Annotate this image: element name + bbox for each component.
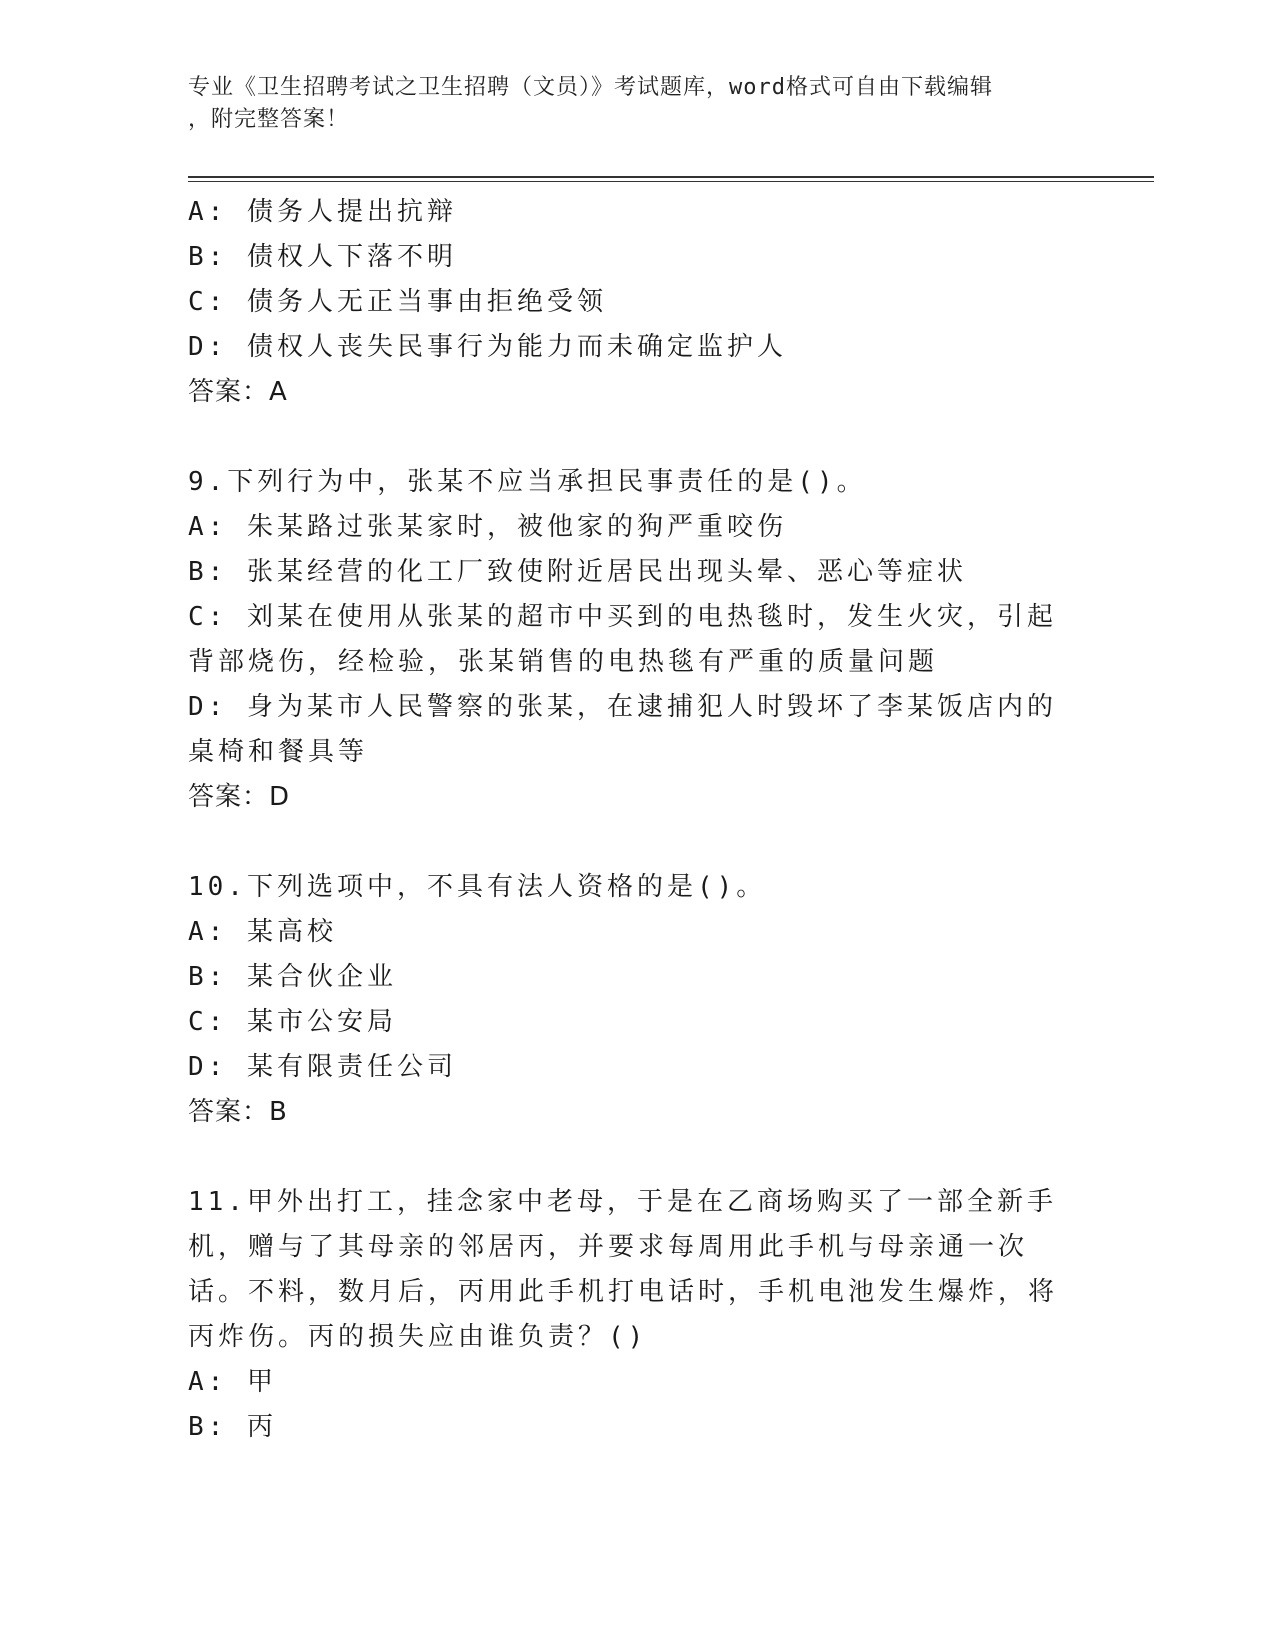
answer-line: 答案：B xyxy=(188,1097,288,1127)
question-block-prev xyxy=(188,190,1078,415)
option-b: B: 丙 xyxy=(188,1412,277,1442)
option-b: B: 某合伙企业 xyxy=(188,962,397,992)
document-header xyxy=(188,72,1068,136)
question-block-9 xyxy=(188,460,1078,820)
header-line-2: ，附完整答案！ xyxy=(188,107,350,132)
option-b: B: 债权人下落不明 xyxy=(188,242,457,272)
spacer xyxy=(188,415,1078,460)
answer-line: 答案：D xyxy=(188,782,291,812)
spacer xyxy=(188,820,1078,865)
question-block-11 xyxy=(188,1180,1078,1450)
option-c: C: 刘某在使用从张某的超市中买到的电热毯时，发生火灾，引起背部烧伤，经检验，张某销售的电热毯有严重的质量问题 xyxy=(188,602,1057,677)
header-divider xyxy=(188,176,1154,178)
option-d: D: 某有限责任公司 xyxy=(188,1052,457,1082)
option-b: B: 张某经营的化工厂致使附近居民出现头晕、恶心等症状 xyxy=(188,557,967,587)
option-a: A: 朱某路过张某家时，被他家的狗严重咬伤 xyxy=(188,512,787,542)
header-line-1: 专业《卫生招聘考试之卫生招聘（文员）》考试题库，word格式可自由下载编辑 xyxy=(188,75,993,100)
option-a: A: 债务人提出抗辩 xyxy=(188,197,457,227)
option-d: D: 身为某市人民警察的张某，在逮捕犯人时毁坏了李某饭店内的桌椅和餐具等 xyxy=(188,692,1057,767)
option-a: A: 甲 xyxy=(188,1367,277,1397)
question-block-10 xyxy=(188,865,1078,1135)
answer-line: 答案：A xyxy=(188,377,288,407)
option-a: A: 某高校 xyxy=(188,917,337,947)
question-content xyxy=(188,190,1078,1450)
question-stem: 11.甲外出打工，挂念家中老母，于是在乙商场购买了一部全新手机，赠与了其母亲的邻居丙，并要求每周用此手机与母亲通一次话。不料，数月后，丙用此手机打电话时，手机电池发生爆炸，将丙炸伤。丙的损失应由谁负责？() xyxy=(188,1187,1059,1352)
spacer xyxy=(188,1135,1078,1180)
question-stem: 10.下列选项中，不具有法人资格的是()。 xyxy=(188,872,767,902)
question-stem: 9.下列行为中，张某不应当承担民事责任的是()。 xyxy=(188,467,867,497)
option-c: C: 债务人无正当事由拒绝受领 xyxy=(188,287,607,317)
option-d: D: 债权人丧失民事行为能力而未确定监护人 xyxy=(188,332,787,362)
option-c: C: 某市公安局 xyxy=(188,1007,397,1037)
header-divider-thin xyxy=(188,181,1154,182)
